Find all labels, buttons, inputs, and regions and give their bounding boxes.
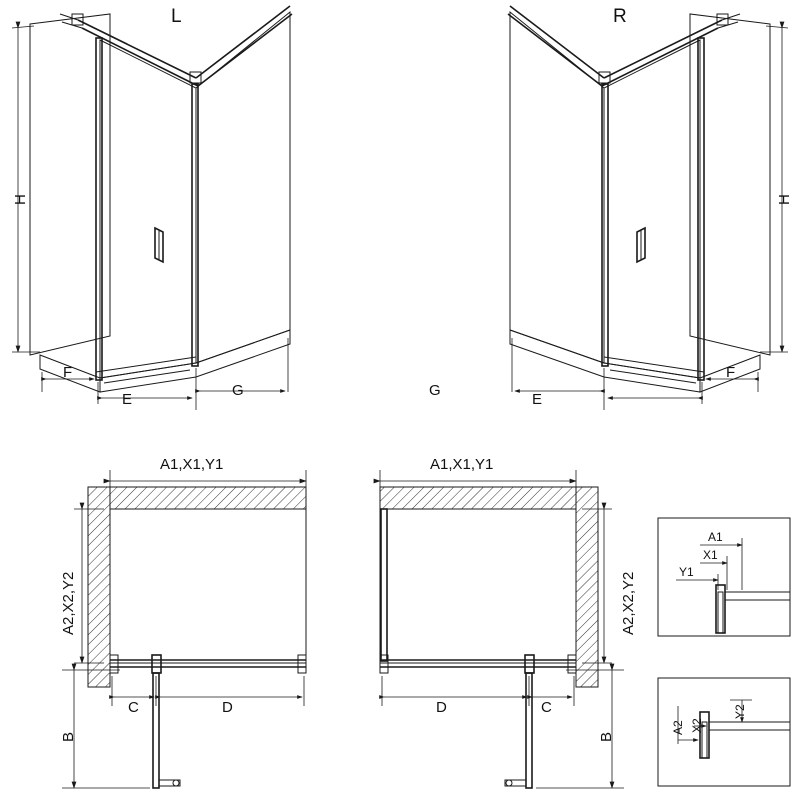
detail-top-label-y1: Y1 bbox=[679, 565, 694, 579]
floor-label-left-f: F bbox=[63, 364, 73, 381]
floor-label-right-e: E bbox=[532, 391, 543, 408]
floor-label-right-g: G bbox=[429, 382, 441, 399]
plan-left-top-dim: A1,X1,Y1 bbox=[160, 456, 224, 473]
plan-left-side-dim: A2,X2,Y2 bbox=[60, 571, 77, 635]
plan-right-top-dim: A1,X1,Y1 bbox=[430, 456, 494, 473]
view-label-right: R bbox=[613, 6, 627, 27]
plan-left-label-d: D bbox=[222, 699, 233, 716]
plan-right-door-dim: B bbox=[598, 731, 615, 742]
plan-right-side-dim: A2,X2,Y2 bbox=[620, 571, 637, 635]
floor-label-left-g: G bbox=[232, 382, 244, 399]
plan-right-label-c: C bbox=[541, 699, 552, 716]
iso-view-right bbox=[508, 6, 788, 410]
floor-label-right-f: F bbox=[726, 364, 736, 381]
detail-bottom-label-y2: Y2 bbox=[733, 704, 747, 719]
plan-left-door-dim: B bbox=[60, 731, 77, 742]
iso-view-left bbox=[12, 6, 292, 410]
detail-bottom-label-x2: X2 bbox=[690, 718, 704, 733]
height-label-right: H bbox=[776, 194, 793, 205]
floor-label-left-e: E bbox=[122, 391, 133, 408]
detail-box-top bbox=[658, 518, 790, 636]
detail-bottom-label-a2: A2 bbox=[671, 720, 685, 735]
height-label-left: H bbox=[12, 194, 29, 205]
detail-top-label-x1: X1 bbox=[703, 548, 718, 562]
view-label-left: L bbox=[171, 6, 182, 27]
plan-left-label-c: C bbox=[128, 699, 139, 716]
plan-right-label-d: D bbox=[436, 699, 447, 716]
detail-top-label-a1: A1 bbox=[708, 530, 723, 544]
plan-view-right bbox=[380, 470, 624, 788]
plan-view-left bbox=[62, 470, 306, 788]
